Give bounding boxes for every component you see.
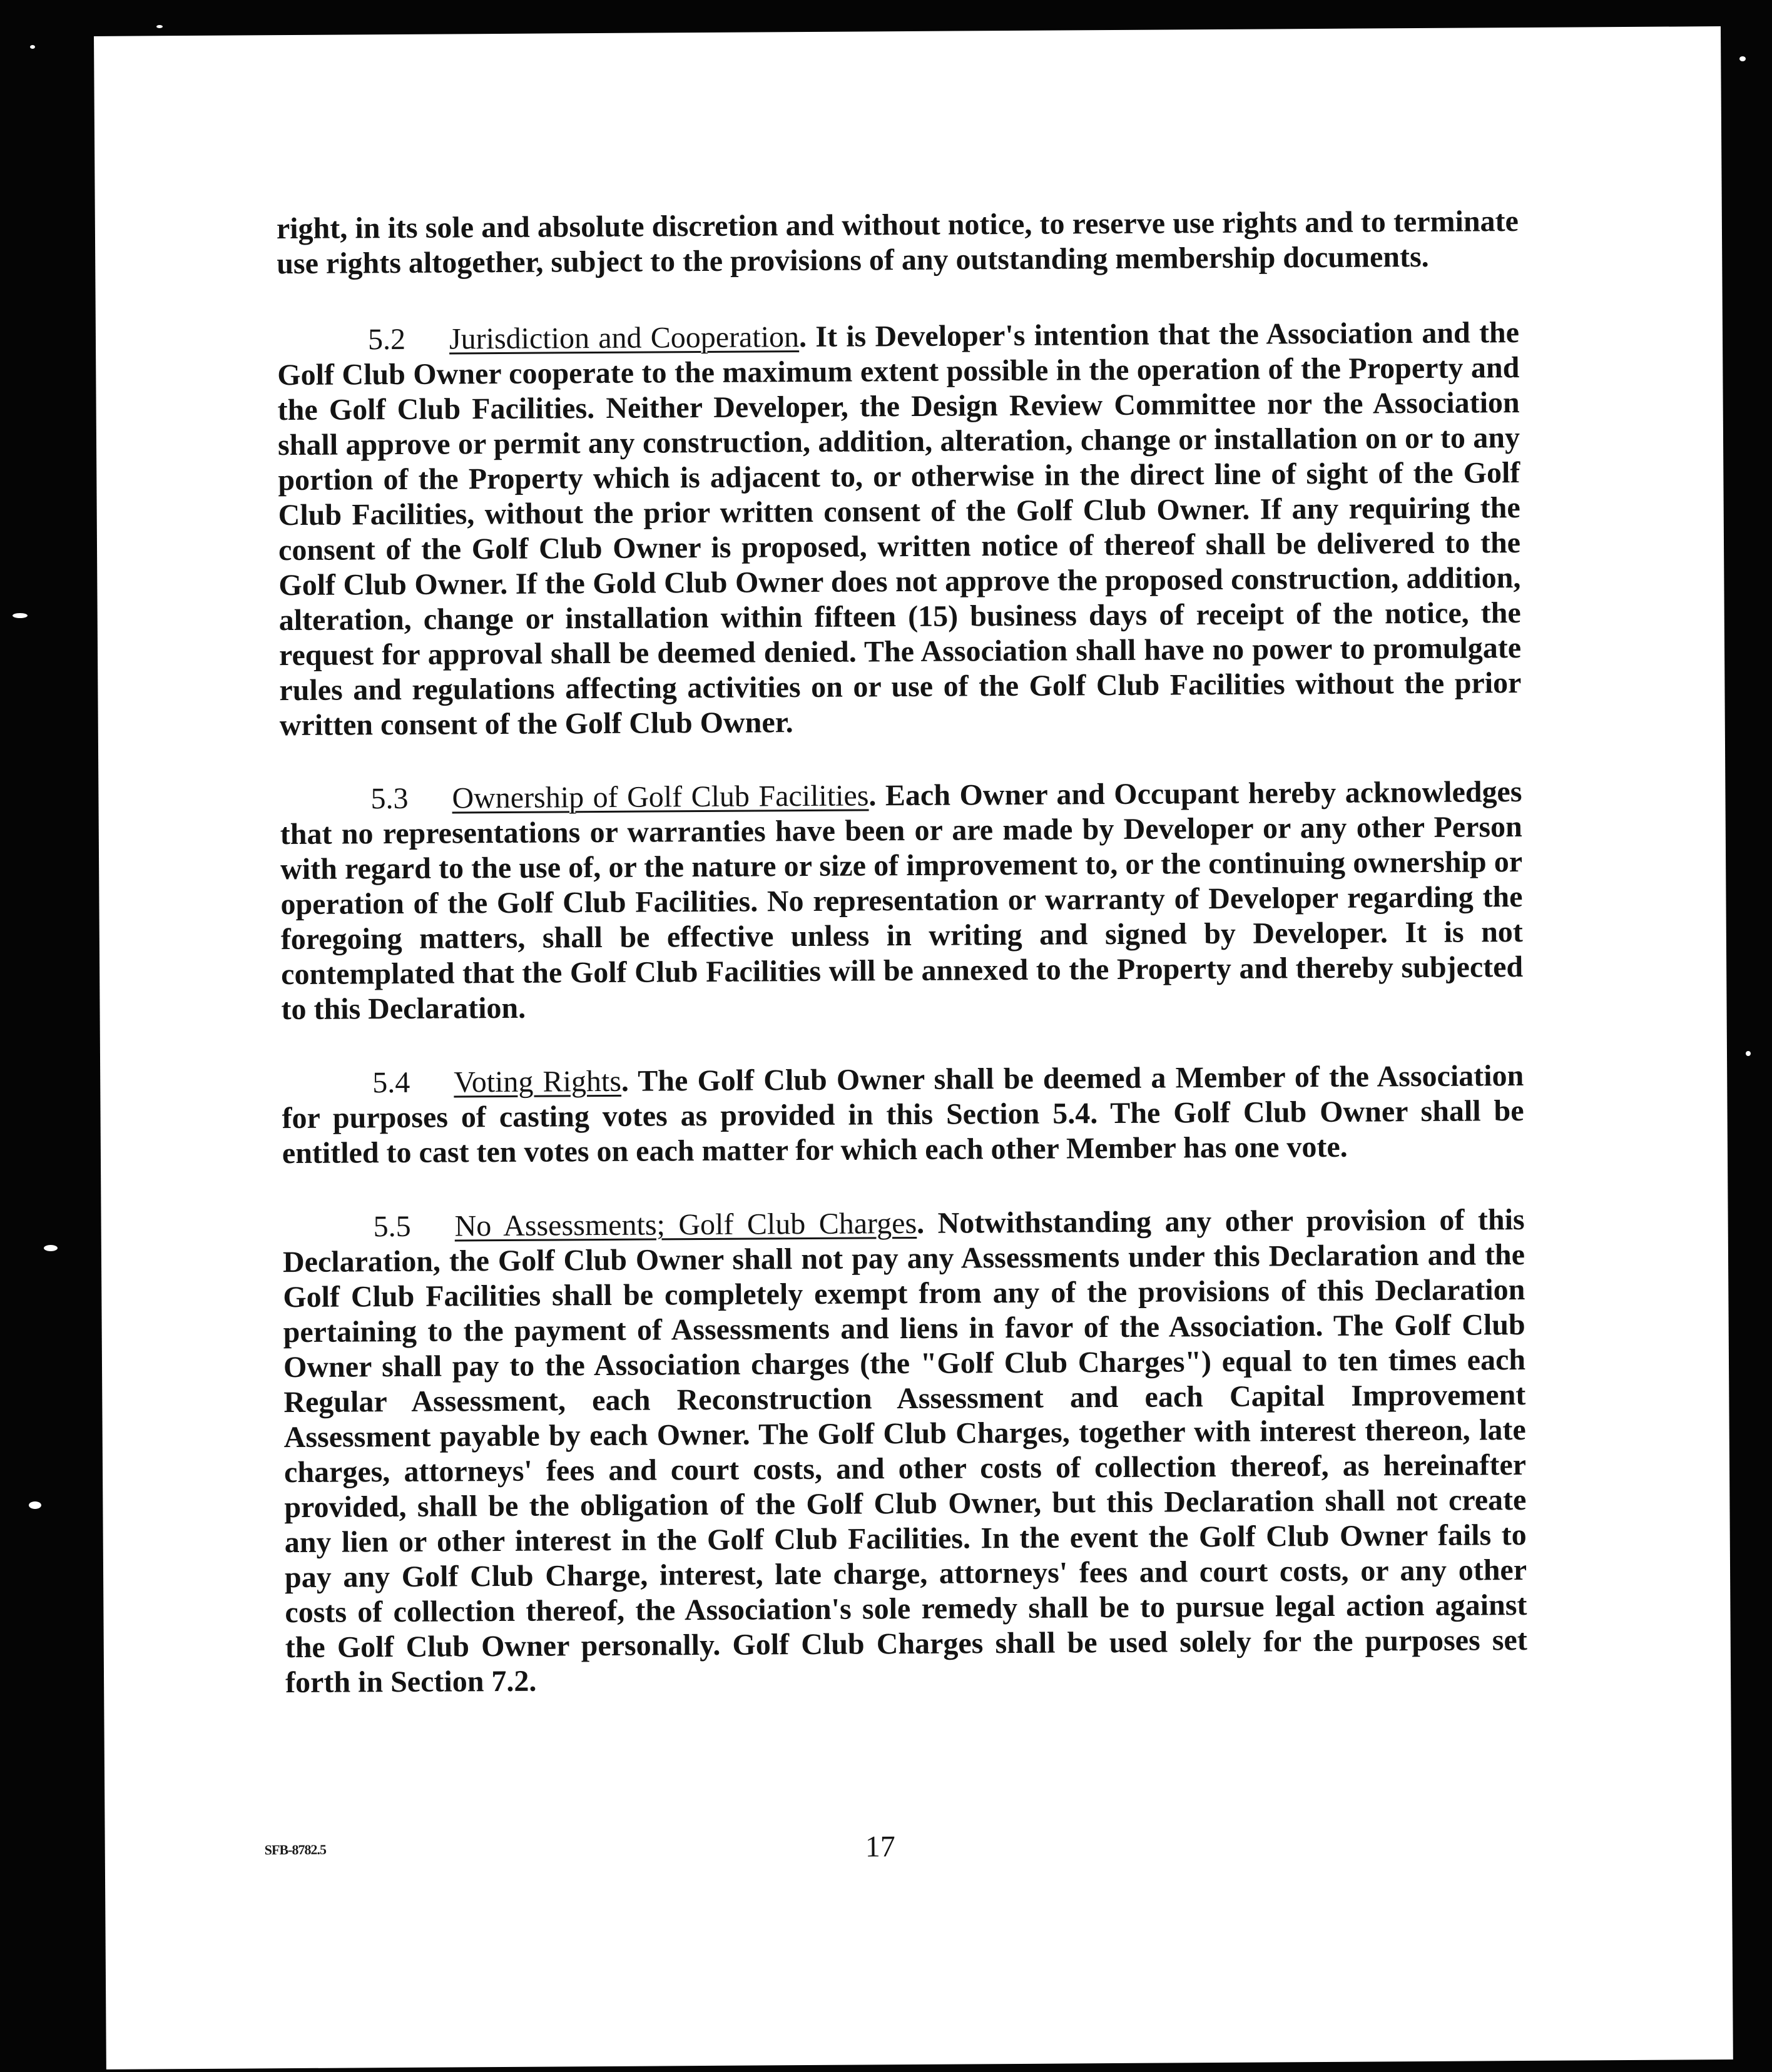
scan-speck [1746, 1051, 1751, 1056]
document-body [277, 204, 1528, 1739]
scan-speck [1721, 1727, 1726, 1730]
section-5-4: 5.4 Voting Rights. The Golf Club Owner shall be deemed a Member of the Association for purposes of casting votes as provided in this Section 5.4. The Golf Club Owner shall be entitled to cast ten votes on each matter for which each other Member has one vote. [282, 1059, 1524, 1171]
section-heading: Ownership of Golf Club Facilities [452, 779, 869, 815]
section-body: The Golf Club Owner shall be deemed a Member of the Association for purposes of casting votes as provided in this Section 5.4. The Golf Club Owner shall be entitled to cast ten votes on each matter for which each other Member has one vote. [282, 1059, 1524, 1171]
scan-speck [1696, 1883, 1702, 1888]
section-heading: Voting Rights [454, 1064, 622, 1099]
section-number: 5.5 [373, 1209, 411, 1244]
scan-speck [13, 613, 28, 618]
section-number: 5.2 [367, 322, 406, 357]
document-id: SFB-8782.5 [264, 1841, 326, 1858]
section-number: 5.3 [370, 781, 409, 816]
scan-speck [30, 45, 35, 49]
scan-speck [1739, 56, 1746, 61]
section-5-5: 5.5 No Assessments; Golf Club Charges. Notwithstanding any other provision of this Declaration, the Golf Club Owner shall not pay any Assessments under this Declaration and the Golf Club Facilities shall be completely exempt from any of the provisions of this Declaration pertaining to the payment of Assessments and liens in favor of the Association. The Golf Club Owner shall pay to the Association charges (the "Golf Club Charges") equal to ten times each Regular Assessment, each Reconstruction Assessment and each Capital Improvement Assessment payable by each Owner. The Golf Club Charges, together with interest thereon, late charges, attorneys' fees and court costs, and other costs of collection thereof, as hereinafter provided, shall be the obligation of the Golf Club Owner, but this Declaration shall not create any lien or other interest in the Golf Club Facilities. In the event the Golf Club Owner fails to pay any Golf Club Charge, interest, late charge, attorneys' fees and court costs, or any other costs of collection thereof, the Association's sole remedy shall be to pursue legal action against the Golf Club Owner personally. Golf Club Charges shall be used solely for the purposes set forth in Section 7.2. [282, 1203, 1527, 1700]
section-heading: Jurisdiction and Cooperation [449, 320, 800, 356]
scan-speck [156, 25, 163, 28]
section-heading: No Assessments; Golf Club Charges [454, 1206, 917, 1243]
document-page [94, 26, 1733, 2069]
scan-speck [29, 1501, 41, 1509]
section-5-2: 5.2 Jurisdiction and Cooperation. It is Developer's intention that the Association and the Golf Club Owner cooperate to the maximum extent possible in the operation of the Property and the Golf Club Facilities. Neither Developer, the Design Review Committee nor the Association shall approve or permit any construction, addition, alteration, change or installation on or to any portion of the Property which is adjacent to, or otherwise in the direct line of sight of the Golf Club Facilities, without the prior written consent of the Golf Club Owner. If any requiring the consent of the Golf Club Owner is proposed, written notice of thereof shall be delivered to the Golf Club Owner. If the Gold Club Owner does not approve the proposed construction, addition, alteration, change or installation within fifteen (15) business days of receipt of the notice, the request for approval shall be deemed denied. The Association shall have no power to promulgate rules and regulations affecting activities on or use of the Golf Club Facilities without the prior written consent of the Golf Club Owner. [277, 316, 1522, 743]
scan-speck [44, 1245, 58, 1251]
section-number: 5.4 [372, 1065, 410, 1100]
section-5-3: 5.3 Ownership of Golf Club Facilities. Each Owner and Occupant hereby acknowledges that no representations or warranties have been or are made by Developer or any other Person with regard to the use of, or the nature or size of improvement to, or the continuing ownership or operation of the Golf Club Facilities. No representation or warranty of Developer regarding the foregoing matters, shall be effective unless in writing and signed by Developer. It is not contemplated that the Golf Club Facilities will be annexed to the Property and thereby subjected to this Declaration. [280, 775, 1524, 1027]
page-number: 17 [865, 1830, 895, 1864]
opening-paragraph: right, in its sole and absolute discretion and without notice, to reserve use rights and to terminate use rights altogether, subject to the provisions of any outstanding membership documents. [276, 205, 1519, 281]
section-body: Notwithstanding any other provision of this Declaration, the Golf Club Owner shall not pay any Assessments under this Declaration and the Golf Club Facilities shall be completely exempt from any of the provisions of this Declaration pertaining to the payment of Assessments and liens in favor of the Association. The Golf Club Owner shall pay to the Association charges (the "Golf Club Charges") equal to ten times each Regular Assessment, each Reconstruction Assessment and each Capital Improvement Assessment payable by each Owner. The Golf Club Charges, together with interest thereon, late charges, attorneys' fees and court costs, and other costs of collection thereof, as hereinafter provided, shall be the obligation of the Golf Club Owner, but this Declaration shall not create any lien or other interest in the Golf Club Facilities. In the event the Golf Club Owner fails to pay any Golf Club Charge, interest, late charge, attorneys' fees and court costs, or any other costs of collection thereof, the Association's sole remedy shall be to pursue legal action against the Golf Club Owner personally. Golf Club Charges shall be used solely for the purposes set forth in Section 7.2. [282, 1203, 1527, 1700]
section-body: Each Owner and Occupant hereby acknowledges that no representations or warranties have been or are made by Developer or any other Person with regard to the use of, or the nature or size of improvement to, or the continuing ownership or operation of the Golf Club Facilities. No representation or warranty of Developer regarding the foregoing matters, shall be effective unless in writing and signed by Developer. It is not contemplated that the Golf Club Facilities will be annexed to the Property and thereby subjected to this Declaration. [280, 775, 1524, 1027]
section-body: It is Developer's intention that the Association and the Golf Club Owner cooperate to the maximum extent possible in the operation of the Property and the Golf Club Facilities. Neither Developer, the Design Review Committee nor the Association shall approve or permit any construction, addition, alteration, change or installation on or to any portion of the Property which is adjacent to, or otherwise in the direct line of sight of the Golf Club Facilities, without the prior written consent of the Golf Club Owner. If any requiring the consent of the Golf Club Owner is proposed, written notice of thereof shall be delivered to the Golf Club Owner. If the Gold Club Owner does not approve the proposed construction, addition, alteration, change or installation within fifteen (15) business days of receipt of the notice, the request for approval shall be deemed denied. The Association shall have no power to promulgate rules and regulations affecting activities on or use of the Golf Club Facilities without the prior written consent of the Golf Club Owner. [277, 316, 1522, 743]
